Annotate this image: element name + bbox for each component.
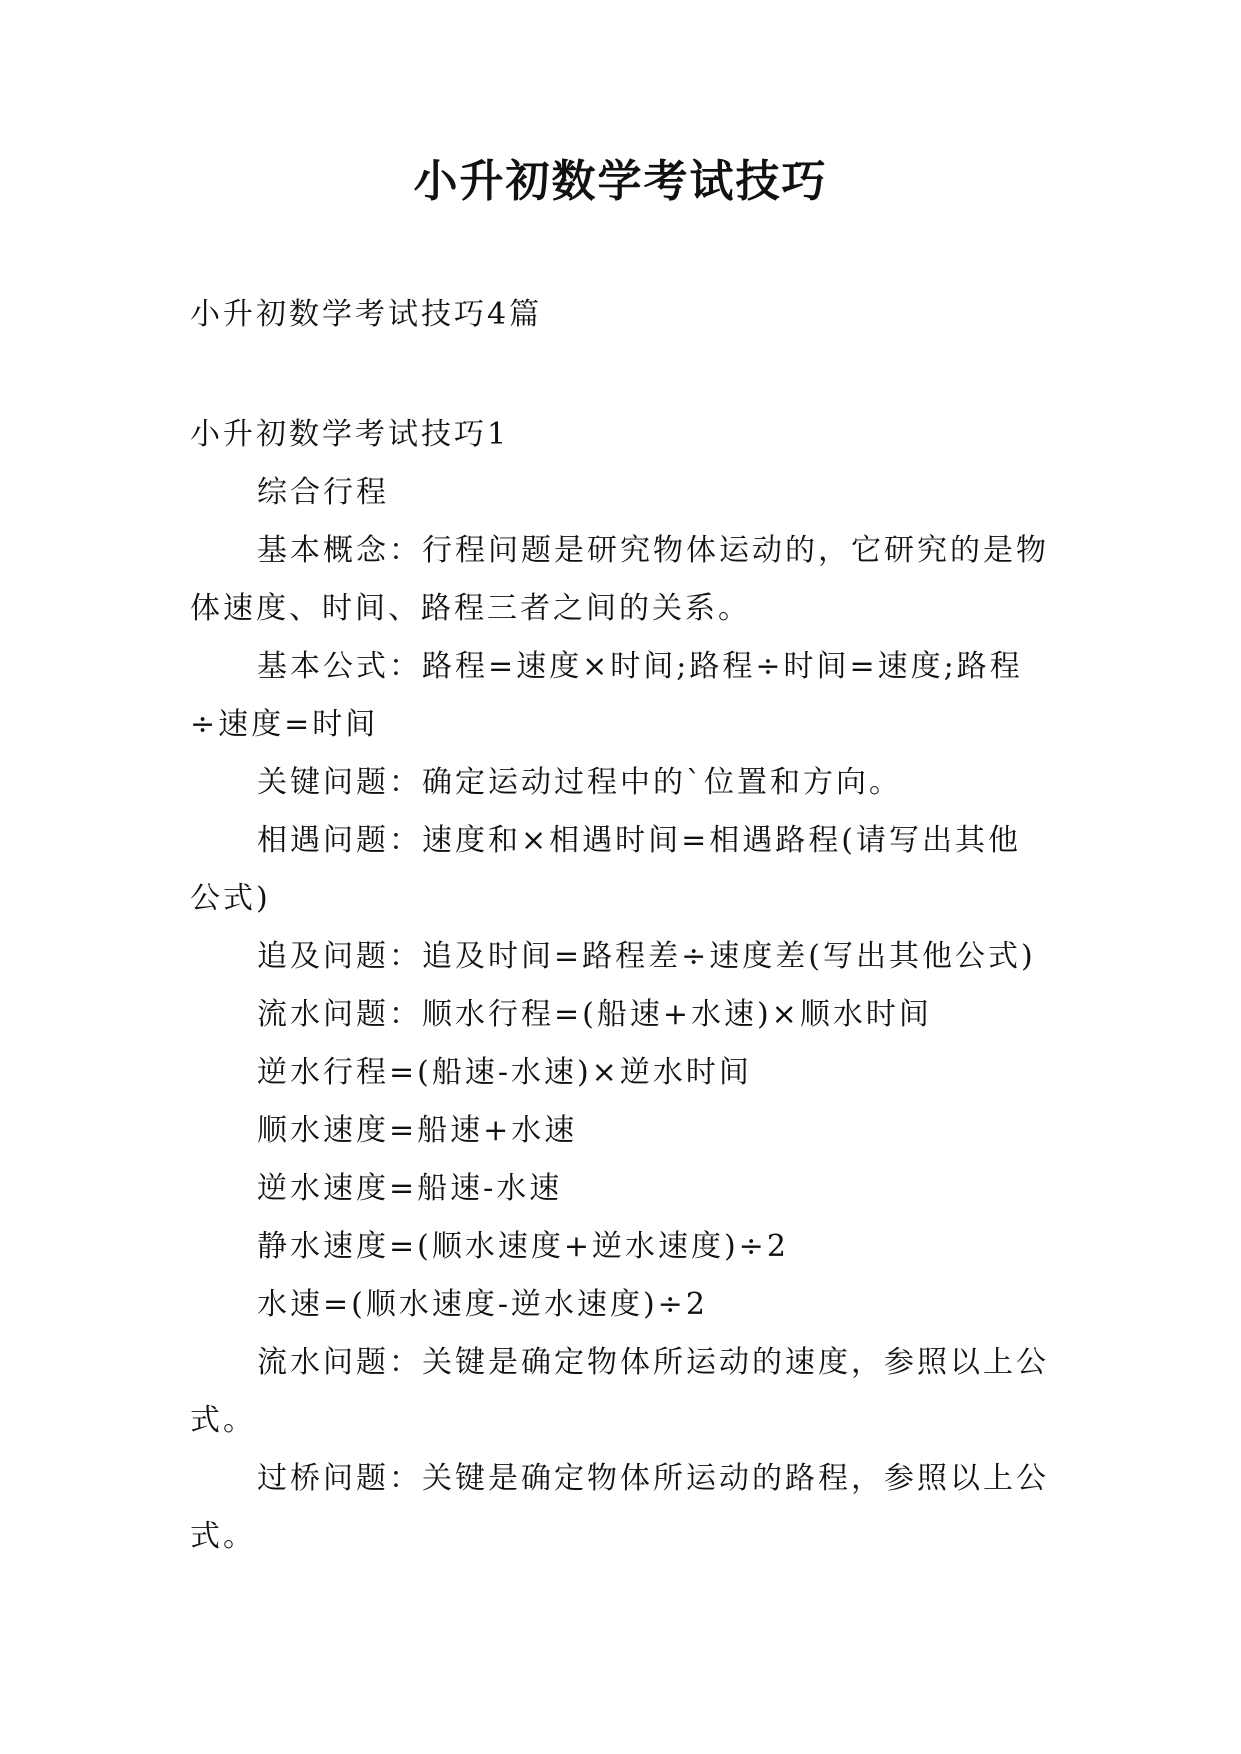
paragraph-overview-heading: 综合行程 [257,475,389,510]
document-content [190,406,1050,1566]
paragraph-meeting-problem: 相遇问题：速度和×相遇时间=相遇路程(请写出其他公式) [190,823,1021,916]
section-heading: 小升初数学考试技巧1 [190,417,510,452]
paragraph-basic-formula: 基本公式：路程=速度×时间;路程÷时间=速度;路程÷速度=时间 [190,649,1023,742]
formula-upstream-distance: 逆水行程=(船速-水速)×逆水时间 [257,1055,752,1090]
paragraph-flow-problem: 流水问题：顺水行程=(船速+水速)×顺水时间 [257,997,932,1032]
paragraph-basic-concept: 基本概念：行程问题是研究物体运动的，它研究的是物体速度、时间、路程三者之间的关系。 [190,533,1049,626]
paragraph-flow-key: 流水问题：关键是确定物体所运动的速度，参照以上公式。 [190,1345,1049,1438]
paragraph-bridge-problem: 过桥问题：关键是确定物体所运动的路程，参照以上公式。 [190,1461,1049,1554]
formula-upstream-speed: 逆水速度=船速-水速 [257,1171,563,1206]
formula-downstream-speed: 顺水速度=船速+水速 [257,1113,578,1148]
formula-still-water-speed: 静水速度=(顺水速度+逆水速度)÷2 [257,1229,789,1264]
formula-water-speed: 水速=(顺水速度-逆水速度)÷2 [257,1287,708,1322]
document-title: 小升初数学考试技巧 [413,156,828,207]
paragraph-chasing-problem: 追及问题：追及时间=路程差÷速度差(写出其他公式) [257,939,1036,974]
document-subtitle: 小升初数学考试技巧4篇 [190,297,543,332]
paragraph-key-question: 关键问题：确定运动过程中的`位置和方向。 [257,765,902,800]
